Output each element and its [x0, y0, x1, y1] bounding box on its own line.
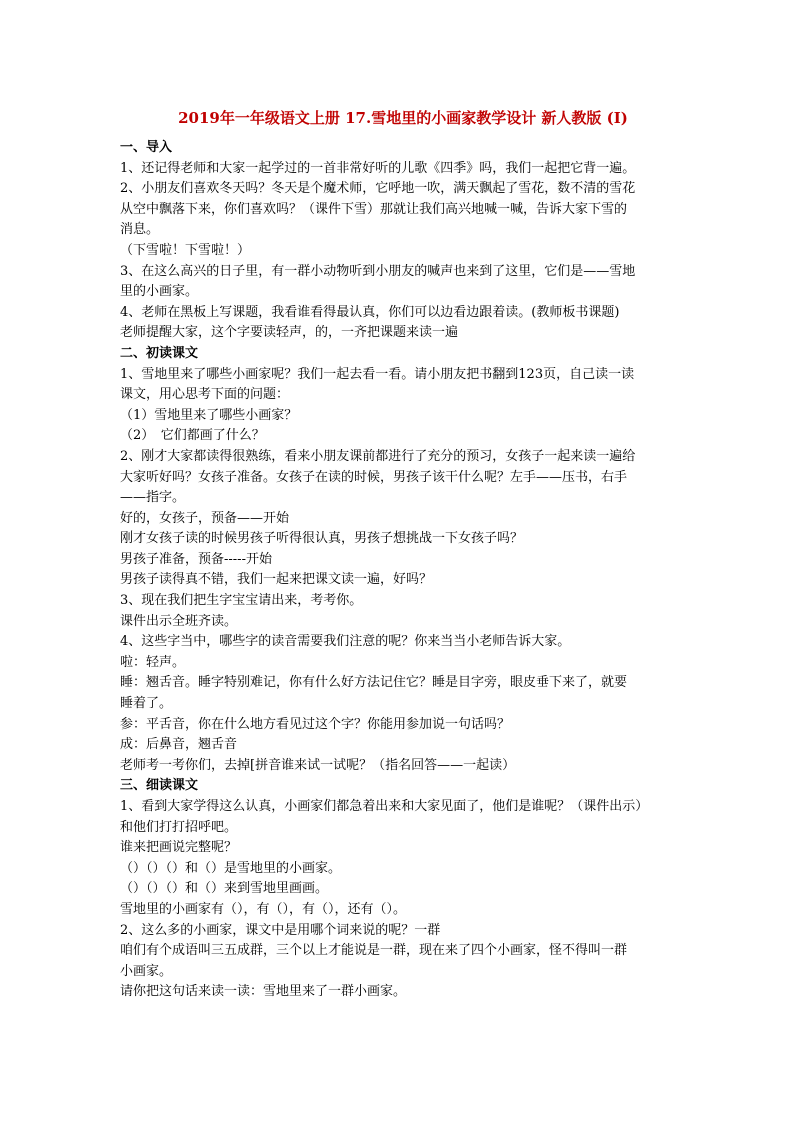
text-line: 和他们打打招呼吧。: [120, 819, 238, 835]
document-page: [120, 108, 686, 1003]
text-line: （）（）（）和（）来到雪地里画画。: [120, 881, 329, 897]
text-line: 4、老师在黑板上写课题，我看谁看得最认真，你们可以边看边跟着读。(教师板书课题): [120, 304, 620, 320]
text-line: 谁来把画说完整呢？: [120, 840, 238, 856]
text-line: 刚才女孩子读的时候男孩子听得很认真，男孩子想挑战一下女孩子吗？: [120, 531, 524, 547]
document-title: 2019年一年级语文上册 17.雪地里的小画家教学设计 新人教版 (I): [178, 109, 628, 127]
text-line: 成：后鼻音，翘舌音: [120, 737, 238, 753]
text-line: （1）雪地里来了哪些小画家？: [120, 407, 298, 423]
text-line: 从空中飘落下来，你们喜欢吗？（课件下雪）那就让我们高兴地喊一喊，告诉大家下雪的: [120, 201, 628, 217]
text-line: 咱们有个成语叫三五成群，三个以上才能说是一群，现在来了四个小画家，怪不得叫一群: [120, 943, 628, 959]
text-line: 男孩子准备，预备-----开始: [120, 551, 272, 567]
text-line: 1、还记得老师和大家一起学过的一首非常好听的儿歌《四季》吗，我们一起把它背一遍。: [120, 160, 636, 176]
text-line: 啦：轻声。: [120, 654, 186, 670]
text-line: 3、在这么高兴的日子里，有一群小动物听到小朋友的喊声也来到了这里，它们是——雪地: [120, 263, 636, 279]
text-line: 请你把这句话来读一读：雪地里来了一群小画家。: [120, 984, 407, 1000]
text-line: 2、小朋友们喜欢冬天吗？冬天是个魔术师，它呼地一吹，满天飘起了雪花，数不清的雪花: [120, 181, 636, 197]
text-line: 雪地里的小画家有（），有（），有（），还有（）。: [120, 901, 407, 917]
text-line: 大家听好吗？女孩子准备。女孩子在读的时候，男孩子该干什么呢？左手——压书，右手: [120, 469, 628, 485]
section-heading: 三、细读课文: [120, 778, 199, 794]
text-line: 3、现在我们把生字宝宝请出来，考考你。: [120, 593, 363, 609]
text-line: 老师提醒大家，这个字要读轻声，的，一齐把课题来读一遍: [120, 325, 459, 341]
text-line: 2、这么多的小画家，课文中是用哪个词来说的呢？一群: [120, 922, 441, 938]
text-line: 2、刚才大家都读得很熟练，看来小朋友课前都进行了充分的预习，女孩子一起来读一遍给: [120, 448, 636, 464]
text-line: ——指字。: [120, 490, 186, 506]
text-line: 睡着了。: [120, 696, 173, 712]
text-line: 课文，用心思考下面的问题：: [120, 387, 290, 403]
text-line: 好的，女孩子，预备——开始: [120, 510, 290, 526]
section-heading: 二、初读课文: [120, 345, 199, 361]
text-line: （下雪啦！下雪啦！）: [120, 242, 251, 258]
text-line: 睡：翘舌音。睡字特别难记，你有什么好方法记住它？睡是目字旁，眼皮垂下来了，就要: [120, 675, 628, 691]
text-line: 老师考一考你们，去掉[拼音谁来试一试呢？（指名回答——一起读）: [120, 757, 516, 773]
text-line: 里的小画家。: [120, 284, 199, 300]
text-line: 男孩子读得真不错，我们一起来把课文读一遍，好吗？: [120, 572, 433, 588]
document-body: [120, 138, 686, 1003]
text-line: （）（）（）和（）是雪地里的小画家。: [120, 860, 342, 876]
text-line: 小画家。: [120, 963, 173, 979]
text-line: 课件出示全班齐读。: [120, 613, 238, 629]
text-line: 1、雪地里来了哪些小画家呢？我们一起去看一看。请小朋友把书翻到123页，自己读一读: [120, 366, 635, 382]
text-line: （2） 它们都画了什么？: [120, 428, 265, 444]
text-line: 1、看到大家学得这么认真，小画家们都急着出来和大家见面了，他们是谁呢？（课件出示）: [120, 799, 649, 814]
section-heading: 一、导入: [120, 140, 173, 155]
text-line: 消息。: [120, 222, 160, 238]
text-line: 参：平舌音，你在什么地方看见过这个字？你能用参加说一句话吗？: [120, 716, 511, 732]
text-line: 4、这些字当中，哪些字的读音需要我们注意的呢？你来当当小老师告诉大家。: [120, 634, 571, 650]
